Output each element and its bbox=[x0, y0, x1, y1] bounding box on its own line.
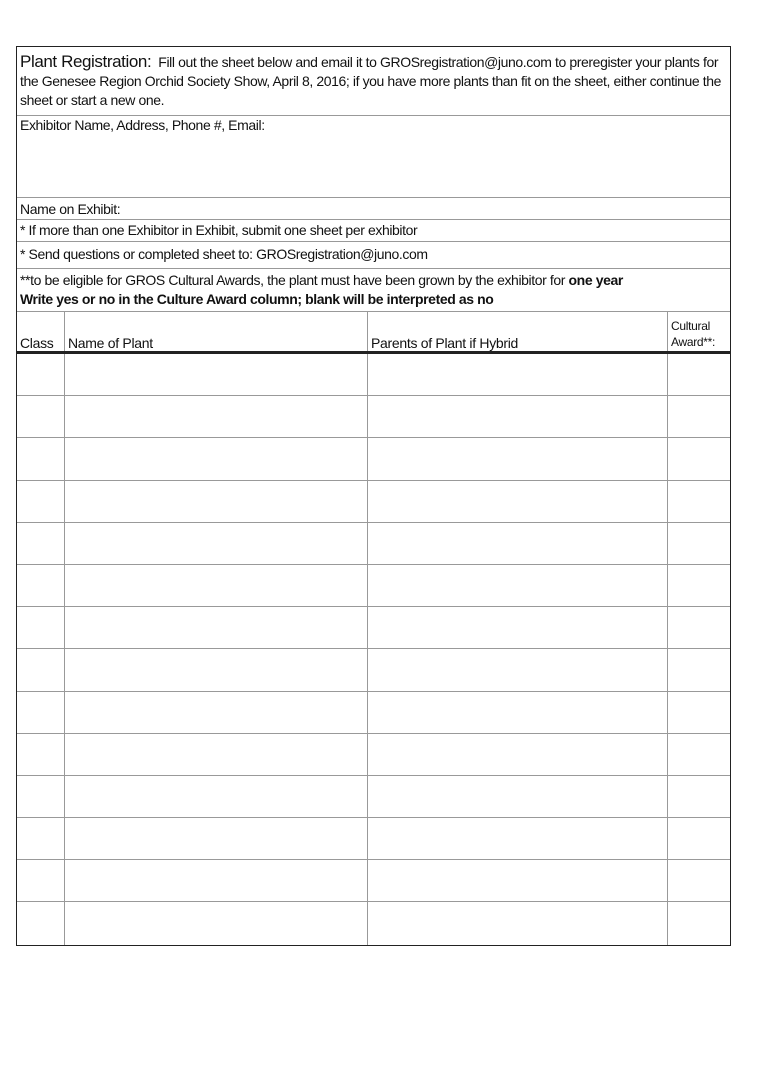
cultural-award-cell[interactable] bbox=[668, 818, 730, 859]
cultural-award-cell[interactable] bbox=[668, 649, 730, 690]
plant-name-cell[interactable] bbox=[65, 396, 368, 437]
exhibitor-field[interactable] bbox=[17, 116, 730, 198]
plant-name-cell[interactable] bbox=[65, 860, 368, 901]
class-cell[interactable] bbox=[17, 565, 65, 606]
intro-section bbox=[17, 47, 730, 116]
class-cell[interactable] bbox=[17, 396, 65, 437]
cultural-award-cell[interactable] bbox=[668, 523, 730, 564]
exhibitor-label: Exhibitor Name, Address, Phone #, Email: bbox=[20, 117, 265, 133]
plant-name-cell[interactable] bbox=[65, 818, 368, 859]
table-row bbox=[17, 523, 730, 565]
table-row bbox=[17, 354, 730, 396]
table-row bbox=[17, 481, 730, 523]
plant-name-cell[interactable] bbox=[65, 649, 368, 690]
eligibility-line2: Write yes or no in the Culture Award column; blank will be interpreted as no bbox=[20, 291, 494, 307]
class-cell[interactable] bbox=[17, 902, 65, 944]
table-row bbox=[17, 818, 730, 860]
class-cell[interactable] bbox=[17, 818, 65, 859]
class-cell[interactable] bbox=[17, 734, 65, 775]
eligibility-bold: one year bbox=[568, 272, 623, 288]
plant-name-cell[interactable] bbox=[65, 776, 368, 817]
note-send bbox=[17, 242, 730, 269]
cultural-award-cell[interactable] bbox=[668, 396, 730, 437]
plant-name-cell[interactable] bbox=[65, 902, 368, 944]
table-row bbox=[17, 692, 730, 734]
eligibility-note bbox=[17, 269, 730, 312]
plant-name-cell[interactable] bbox=[65, 523, 368, 564]
cultural-award-cell[interactable] bbox=[668, 860, 730, 901]
parents-cell[interactable] bbox=[368, 860, 668, 901]
class-cell[interactable] bbox=[17, 860, 65, 901]
cultural-award-cell[interactable] bbox=[668, 776, 730, 817]
header-class: Class bbox=[17, 312, 65, 351]
header-cultural: Cultural bbox=[671, 319, 710, 333]
table-row bbox=[17, 649, 730, 691]
plant-name-cell[interactable] bbox=[65, 734, 368, 775]
class-cell[interactable] bbox=[17, 607, 65, 648]
class-cell[interactable] bbox=[17, 523, 65, 564]
table-row bbox=[17, 734, 730, 776]
header-cultural-award bbox=[668, 312, 730, 351]
table-row bbox=[17, 396, 730, 438]
parents-cell[interactable] bbox=[368, 734, 668, 775]
class-cell[interactable] bbox=[17, 692, 65, 733]
plant-name-cell[interactable] bbox=[65, 565, 368, 606]
parents-cell[interactable] bbox=[368, 902, 668, 944]
class-cell[interactable] bbox=[17, 776, 65, 817]
cultural-award-cell[interactable] bbox=[668, 565, 730, 606]
parents-cell[interactable] bbox=[368, 649, 668, 690]
table-row bbox=[17, 607, 730, 649]
table-row bbox=[17, 438, 730, 480]
class-cell[interactable] bbox=[17, 481, 65, 522]
note-send-text: * Send questions or completed sheet to: GROSregistration@juno.com bbox=[20, 246, 428, 262]
class-cell[interactable] bbox=[17, 438, 65, 479]
parents-cell[interactable] bbox=[368, 565, 668, 606]
plant-name-cell[interactable] bbox=[65, 438, 368, 479]
cultural-award-cell[interactable] bbox=[668, 607, 730, 648]
parents-cell[interactable] bbox=[368, 481, 668, 522]
cultural-award-cell[interactable] bbox=[668, 481, 730, 522]
header-award: Award**: bbox=[671, 335, 716, 349]
plant-name-cell[interactable] bbox=[65, 354, 368, 395]
parents-cell[interactable] bbox=[368, 607, 668, 648]
cultural-award-cell[interactable] bbox=[668, 734, 730, 775]
class-cell[interactable] bbox=[17, 649, 65, 690]
parents-cell[interactable] bbox=[368, 396, 668, 437]
registration-sheet bbox=[16, 46, 731, 946]
parents-cell[interactable] bbox=[368, 818, 668, 859]
parents-cell[interactable] bbox=[368, 438, 668, 479]
parents-cell[interactable] bbox=[368, 692, 668, 733]
cultural-award-cell[interactable] bbox=[668, 354, 730, 395]
table-header bbox=[17, 312, 730, 354]
note-multiple-text: * If more than one Exhibitor in Exhibit, submit one sheet per exhibitor bbox=[20, 222, 418, 238]
intro-text: Fill out the sheet below and email it to GROSregistration@juno.com to preregister your plants for the Genesee Region Orchid Society Show, April 8, 2016; if you have more plants than fit on the sheet, either continue the sheet or start a new one. bbox=[20, 54, 722, 108]
class-cell[interactable] bbox=[17, 354, 65, 395]
plant-name-cell[interactable] bbox=[65, 692, 368, 733]
cultural-award-cell[interactable] bbox=[668, 692, 730, 733]
parents-cell[interactable] bbox=[368, 776, 668, 817]
header-name-of-plant: Name of Plant bbox=[65, 312, 368, 351]
plant-name-cell[interactable] bbox=[65, 607, 368, 648]
table-row bbox=[17, 565, 730, 607]
plant-name-cell[interactable] bbox=[65, 481, 368, 522]
name-on-exhibit-field[interactable] bbox=[17, 198, 730, 220]
parents-cell[interactable] bbox=[368, 523, 668, 564]
note-multiple bbox=[17, 220, 730, 242]
table-body bbox=[17, 354, 730, 945]
cultural-award-cell[interactable] bbox=[668, 902, 730, 944]
header-parents: Parents of Plant if Hybrid bbox=[368, 312, 668, 351]
form-title: Plant Registration: bbox=[20, 52, 152, 71]
cultural-award-cell[interactable] bbox=[668, 438, 730, 479]
table-row bbox=[17, 860, 730, 902]
eligibility-text: **to be eligible for GROS Cultural Awards, the plant must have been grown by the exhibitor for bbox=[20, 272, 569, 288]
table-row bbox=[17, 776, 730, 818]
parents-cell[interactable] bbox=[368, 354, 668, 395]
name-on-exhibit-label: Name on Exhibit: bbox=[20, 201, 121, 217]
table-row bbox=[17, 902, 730, 944]
